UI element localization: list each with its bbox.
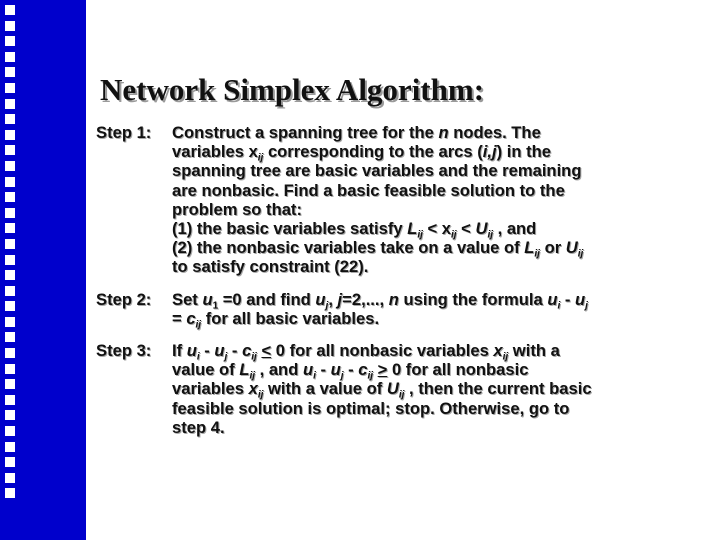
square-bullet: [5, 208, 15, 218]
square-bullet: [5, 67, 15, 77]
square-bullet: [5, 317, 15, 327]
step-1-text: Construct a spanning tree for the n nodes. The variables $x_{ij}$ corresponding to the arcs (i,j) in the spanning tree are basic variables and the remaining are nonbasic. Find a basic feasible solution to the problem so that: (1) the basic variables satisfy $L_{ij} < x_{ij} < U_{ij}$ , and (2) the nonbasic variables take on a value of $L_{ij}$ or $U_{ij}$ to satisfy constraint (22).: [172, 123, 584, 277]
square-bullet: [5, 5, 15, 15]
square-bullet: [5, 145, 15, 155]
square-bullet: [5, 301, 15, 311]
square-bullet: [5, 332, 15, 342]
step-3-label: Step 3:: [96, 341, 152, 361]
square-bullet: [5, 395, 15, 405]
square-bullet: [5, 426, 15, 436]
square-bullet: [5, 379, 15, 389]
square-bullet: [5, 161, 15, 171]
step-2-label: Step 2:: [96, 289, 152, 309]
square-bullet: [5, 286, 15, 296]
square-bullet: [5, 130, 15, 140]
steps-list: [96, 123, 708, 450]
square-bullet: [5, 348, 15, 358]
square-bullet: [5, 473, 15, 483]
square-bullet: [5, 270, 15, 280]
step-3: [96, 341, 708, 437]
square-bullet: [5, 177, 15, 187]
square-bullet: [5, 21, 15, 31]
step-1-label: Step 1:: [96, 123, 152, 142]
step-2: [96, 289, 708, 331]
square-bullet: [5, 410, 15, 420]
square-bullet: [5, 114, 15, 124]
slide-title: Network Simplex Algorithm:: [100, 72, 485, 107]
square-bullet: [5, 488, 15, 498]
square-bullet-column: [5, 5, 19, 504]
square-bullet: [5, 83, 15, 93]
left-sidebar-band: [0, 0, 86, 540]
square-bullet: [5, 239, 15, 249]
square-bullet: [5, 442, 15, 452]
square-bullet: [5, 223, 15, 233]
step-1: [96, 123, 708, 277]
step-3-text: If $u_i - u_j - c_{ij} < 0$ for all nonbasic variables $x_{ij}$ with a value of $L_{ij}$ , and $u_i - u_j - c_{ij} > 0$ for all nonbasic variables $x_{ij}$ with a value of $U_{ij}$ , then the current basic feasible solution is optimal; stop. Otherwise, go to step 4.: [172, 341, 592, 437]
square-bullet: [5, 36, 15, 46]
square-bullet: [5, 192, 15, 202]
square-bullet: [5, 255, 15, 265]
square-bullet: [5, 364, 15, 374]
square-bullet: [5, 99, 15, 109]
square-bullet: [5, 52, 15, 62]
step-2-text: Set $u_1 =0$ and find $u_j$, j=2,..., n using the formula $u_i - u_j$ = $c_{ij}$ for all basic variables.: [172, 289, 588, 331]
square-bullet: [5, 457, 15, 467]
